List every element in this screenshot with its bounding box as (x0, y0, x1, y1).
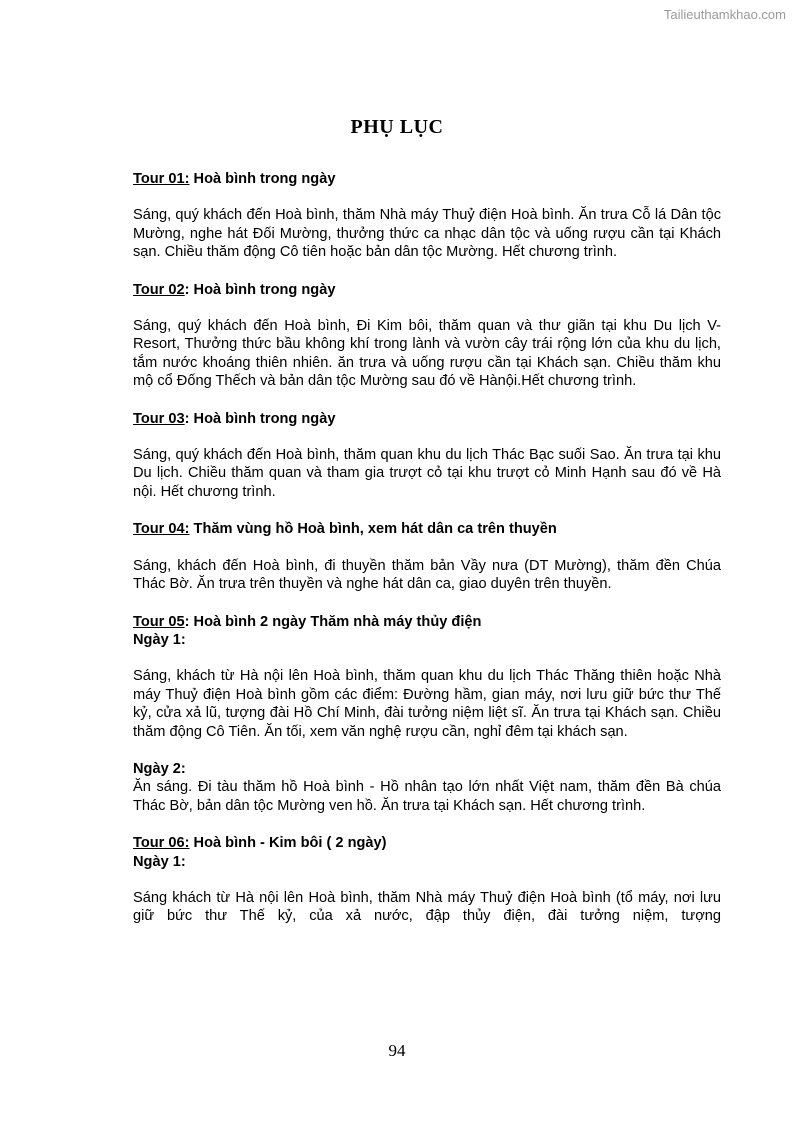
tour-03-heading (133, 410, 721, 428)
tour-06-name: Hoà bình - Kim bôi ( 2 ngày) (189, 835, 387, 852)
tour-03-text: Sáng, quý khách đến Hoà bình, thăm quan khu du lịch Thác Bạc suối Sao. Ăn trưa tại khu Du lịch. Chiều thăm quan và tham gia trượt cỏ tại khu trượt cỏ Minh Hạnh sau đó về Hà nội. Hết chương trình. (133, 447, 721, 500)
tour-05-day1-text: Sáng, khách từ Hà nội lên Hoà bình, thăm quan khu du lịch Thác Thăng thiên hoặc Nhà máy Thuỷ điện Hoà bình gồm các điểm: Đường hầm, gian máy, nơi lưu giữ bức thư Thế kỷ, cửa xả lũ, tượng đài Hồ Chí Minh, đài tưởng niệm liệt sĩ. Ăn trưa tại Khách sạn. Chiều thăm động Cô Tiên. Ăn tối, xem văn nghệ rượu cần, nghỉ đêm tại khách sạn. (133, 668, 721, 740)
document-body (133, 170, 721, 926)
tour-05-day2-text: Ăn sáng. Đi tàu thăm hồ Hoà bình - Hồ nhân tạo lớn nhất Việt nam, thăm đền Bà chúa Thác Bờ, bản dân tộc Mường ven hồ. Ăn trưa tại Khách sạn. Hết chương trình. (133, 779, 721, 814)
tour-01-heading (133, 170, 721, 188)
tour-05-day2-label: Ngày 2: (133, 760, 186, 777)
tour-05-name: : Hoà bình 2 ngày Thăm nhà máy thủy điện (184, 613, 482, 630)
tour-04-heading (133, 520, 721, 538)
tour-01-text: Sáng, quý khách đến Hoà bình, thăm Nhà máy Thuỷ điện Hoà bình. Ăn trưa Cỗ lá Dân tộc Mường, nghe hát Đối Mường, thưởng thức ca nhạc dân tộc và uống rượu cần tại Khách sạn. Chiều thăm động Cô tiên hoặc bản dân tộc Mường. Hết chương trình. (133, 207, 721, 261)
page-title: PHỤ LỤC (350, 116, 444, 138)
tour-02-name: : Hoà bình trong ngày (184, 281, 336, 298)
tour-03-name: : Hoà bình trong ngày (184, 410, 336, 427)
tour-06-id: Tour 06: (133, 835, 190, 852)
tour-05-heading (133, 613, 721, 631)
tour-05-day1-label: Ngày 1: (133, 631, 186, 648)
tour-01-name: Hoà bình trong ngày (189, 171, 336, 187)
tour-04-id: Tour 04: (133, 521, 190, 538)
tour-06-day1-label: Ngày 1: (133, 853, 186, 870)
tour-02-id: Tour 02 (133, 281, 185, 298)
page-number: 94 (388, 1041, 406, 1060)
tour-04-text: Sáng, khách đến Hoà bình, đi thuyền thăm bản Vầy nưa (DT Mường), thăm đền Chúa Thác Bờ. Ăn trưa trên thuyền và nghe hát dân ca, giao duyên trên thuyền. (133, 557, 721, 593)
tour-01-id: Tour 01: (133, 171, 190, 187)
tour-04-name: Thăm vùng hồ Hoà bình, xem hát dân ca trên thuyền (189, 521, 557, 538)
tour-02-heading (133, 281, 721, 299)
watermark: Tailieuthamkhao.com (663, 7, 786, 22)
tour-06-heading (133, 834, 721, 852)
tour-03-id: Tour 03 (133, 410, 185, 427)
tour-06-day1-text: Sáng khách từ Hà nội lên Hoà bình, thăm Nhà máy Thuỷ điện Hoà bình (tổ máy, nơi lưu giữ bức thư Thế kỷ, của xả nước, đập thủy điện, đài tưởng niệm, tượng (133, 889, 721, 925)
tour-02-text: Sáng, quý khách đến Hoà bình, Đi Kim bôi, thăm quan và thư giãn tại khu Du lịch V- Resort, Thưởng thức bầu không khí trong lành và vườn cây trái rộng lớn của khu du lịch, tắm nước khoáng thiên nhiên. ăn trưa và uống rượu cần tại Khách sạn. Chiều thăm khu mộ cổ Đống Thếch và bản dân tộc Mường sau đó về Hànội.Hết chương trình. (133, 318, 721, 390)
tour-05-id: Tour 05 (133, 613, 185, 630)
